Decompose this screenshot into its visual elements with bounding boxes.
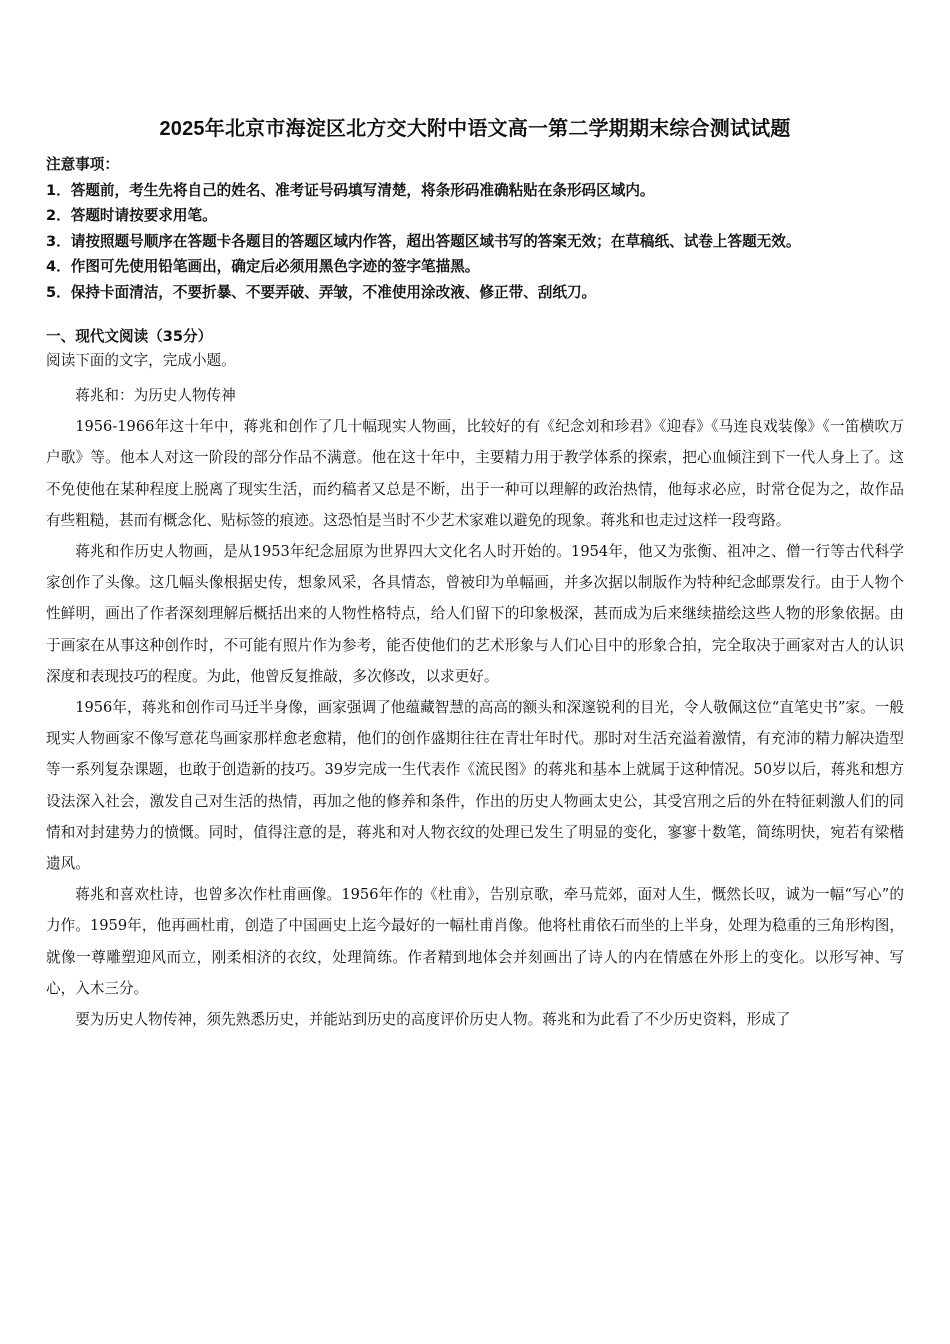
article-paragraph: 1956年，蒋兆和创作司马迁半身像，画家强调了他蕴藏智慧的高高的额头和深邃锐利的目光，令人敬佩这位“直笔史书”家。一般现实人物画家不像写意花鸟画家那样愈老愈精，他们的创作盛期往往在青壮年时代。那时对生活充溢着激情，有充沛的精力解决造型等一系列复杂课题，也敢于创造新的技巧。39岁完成一生代表作《流民图》的蒋兆和基本上就属于这种情况。50岁以后，蒋兆和想方设法深入社会，激发自己对生活的热情，再加之他的修养和条件，作出的历史人物画太史公，其受宫刑之后的外在特征刺激人们的同情和对封建势力的愤慨。同时，值得注意的是，蒋兆和对人物衣纹的处理已发生了明显的变化，寥寥十数笔，简练明快，宛若有梁楷遗风。: [46, 699, 904, 873]
article-paragraph: 蒋兆和作历史人物画，是从1953年纪念屈原为世界四大文化名人时开始的。1954年，他又为张衡、祖冲之、僧一行等古代科学家创作了头像。这几幅头像根据史传，想象风采，各具情态，曾被印为单幅画，并多次据以制版作为特种纪念邮票发行。由于人物个性鲜明，画出了作者深刻理解后概括出来的人物性格特点，给人们留下的印象极深，甚而成为后来继续描绘这些人物的形象依据。由于画家在从事这种创作时，不可能有照片作为参考，能否使他们的艺术形象与人们心目中的形象合拍，完全取决于画家对古人的认识深度和表现技巧的程度。为此，他曾反复推敲，多次修改，以求更好。: [46, 543, 904, 685]
note-item: 3．请按照题号顺序在答题卡各题目的答题区域内作答，超出答题区域书写的答案无效；在草稿纸、试卷上答题无效。: [46, 232, 801, 250]
note-item: 1．答题前，考生先将自己的姓名、准考证号码填写清楚，将条形码准确粘贴在条形码区域内。: [46, 181, 655, 199]
section-instruction: 阅读下面的文字，完成小题。: [46, 352, 236, 369]
section-heading: 一、现代文阅读（35分）: [46, 328, 213, 345]
note-item: 5．保持卡面清洁，不要折暴、不要弄破、弄皱，不准使用涂改液、修正带、刮纸刀。: [46, 283, 597, 301]
section-block: [46, 326, 916, 374]
exam-title: 2025年北京市海淀区北方交大附中语文高一第二学期期末综合测试试题: [159, 118, 791, 140]
notes-block: [46, 152, 916, 306]
reading-article: [46, 380, 904, 1035]
note-item: 4．作图可先使用铅笔画出，确定后必须用黑色字迹的签字笔描黑。: [46, 258, 480, 276]
notes-heading: 注意事项：: [46, 156, 119, 173]
article-paragraph: 蒋兆和喜欢杜诗，也曾多次作杜甫画像。1956年作的《杜甫》，告别京歌，牵马荒郊，面对人生，慨然长叹，诚为一幅“写心”的力作。1959年，他再画杜甫，创造了中国画史上迄今最好的一幅杜甫肖像。他将杜甫依石而坐的上半身，处理为稳重的三角形构图，就像一尊雕塑迎风而立，刚柔相济的衣纹，处理简练。作者精到地体会并刻画出了诗人的内在情感在外形上的变化。以形写神、写心，入木三分。: [46, 886, 904, 997]
article-paragraph: 要为历史人物传神，须先熟悉历史，并能站到历史的高度评价历史人物。蒋兆和为此看了不少历史资料，形成了: [75, 1011, 791, 1029]
article-title: 蒋兆和：为历史人物传神: [75, 387, 236, 404]
article-paragraph: 1956-1966年这十年中，蒋兆和创作了几十幅现实人物画，比较好的有《纪念刘和珍君》《迎春》《马连良戏装像》《一笛横吹万户歌》等。他本人对这一阶段的部分作品不满意。他在这十年中，主要精力用于教学体系的探索，把心血倾注到下一代人身上了。这不免使他在某种程度上脱离了现实生活，而约稿者又总是不断，出于一种可以理解的政治热情，他每求必应，时常仓促为之，故作品有些粗糙，甚而有概念化、贴标签的痕迹。这恐怕是当时不少艺术家难以避免的现象。蒋兆和也走过这样一段弯路。: [46, 418, 904, 529]
note-item: 2．答题时请按要求用笔。: [46, 207, 217, 225]
